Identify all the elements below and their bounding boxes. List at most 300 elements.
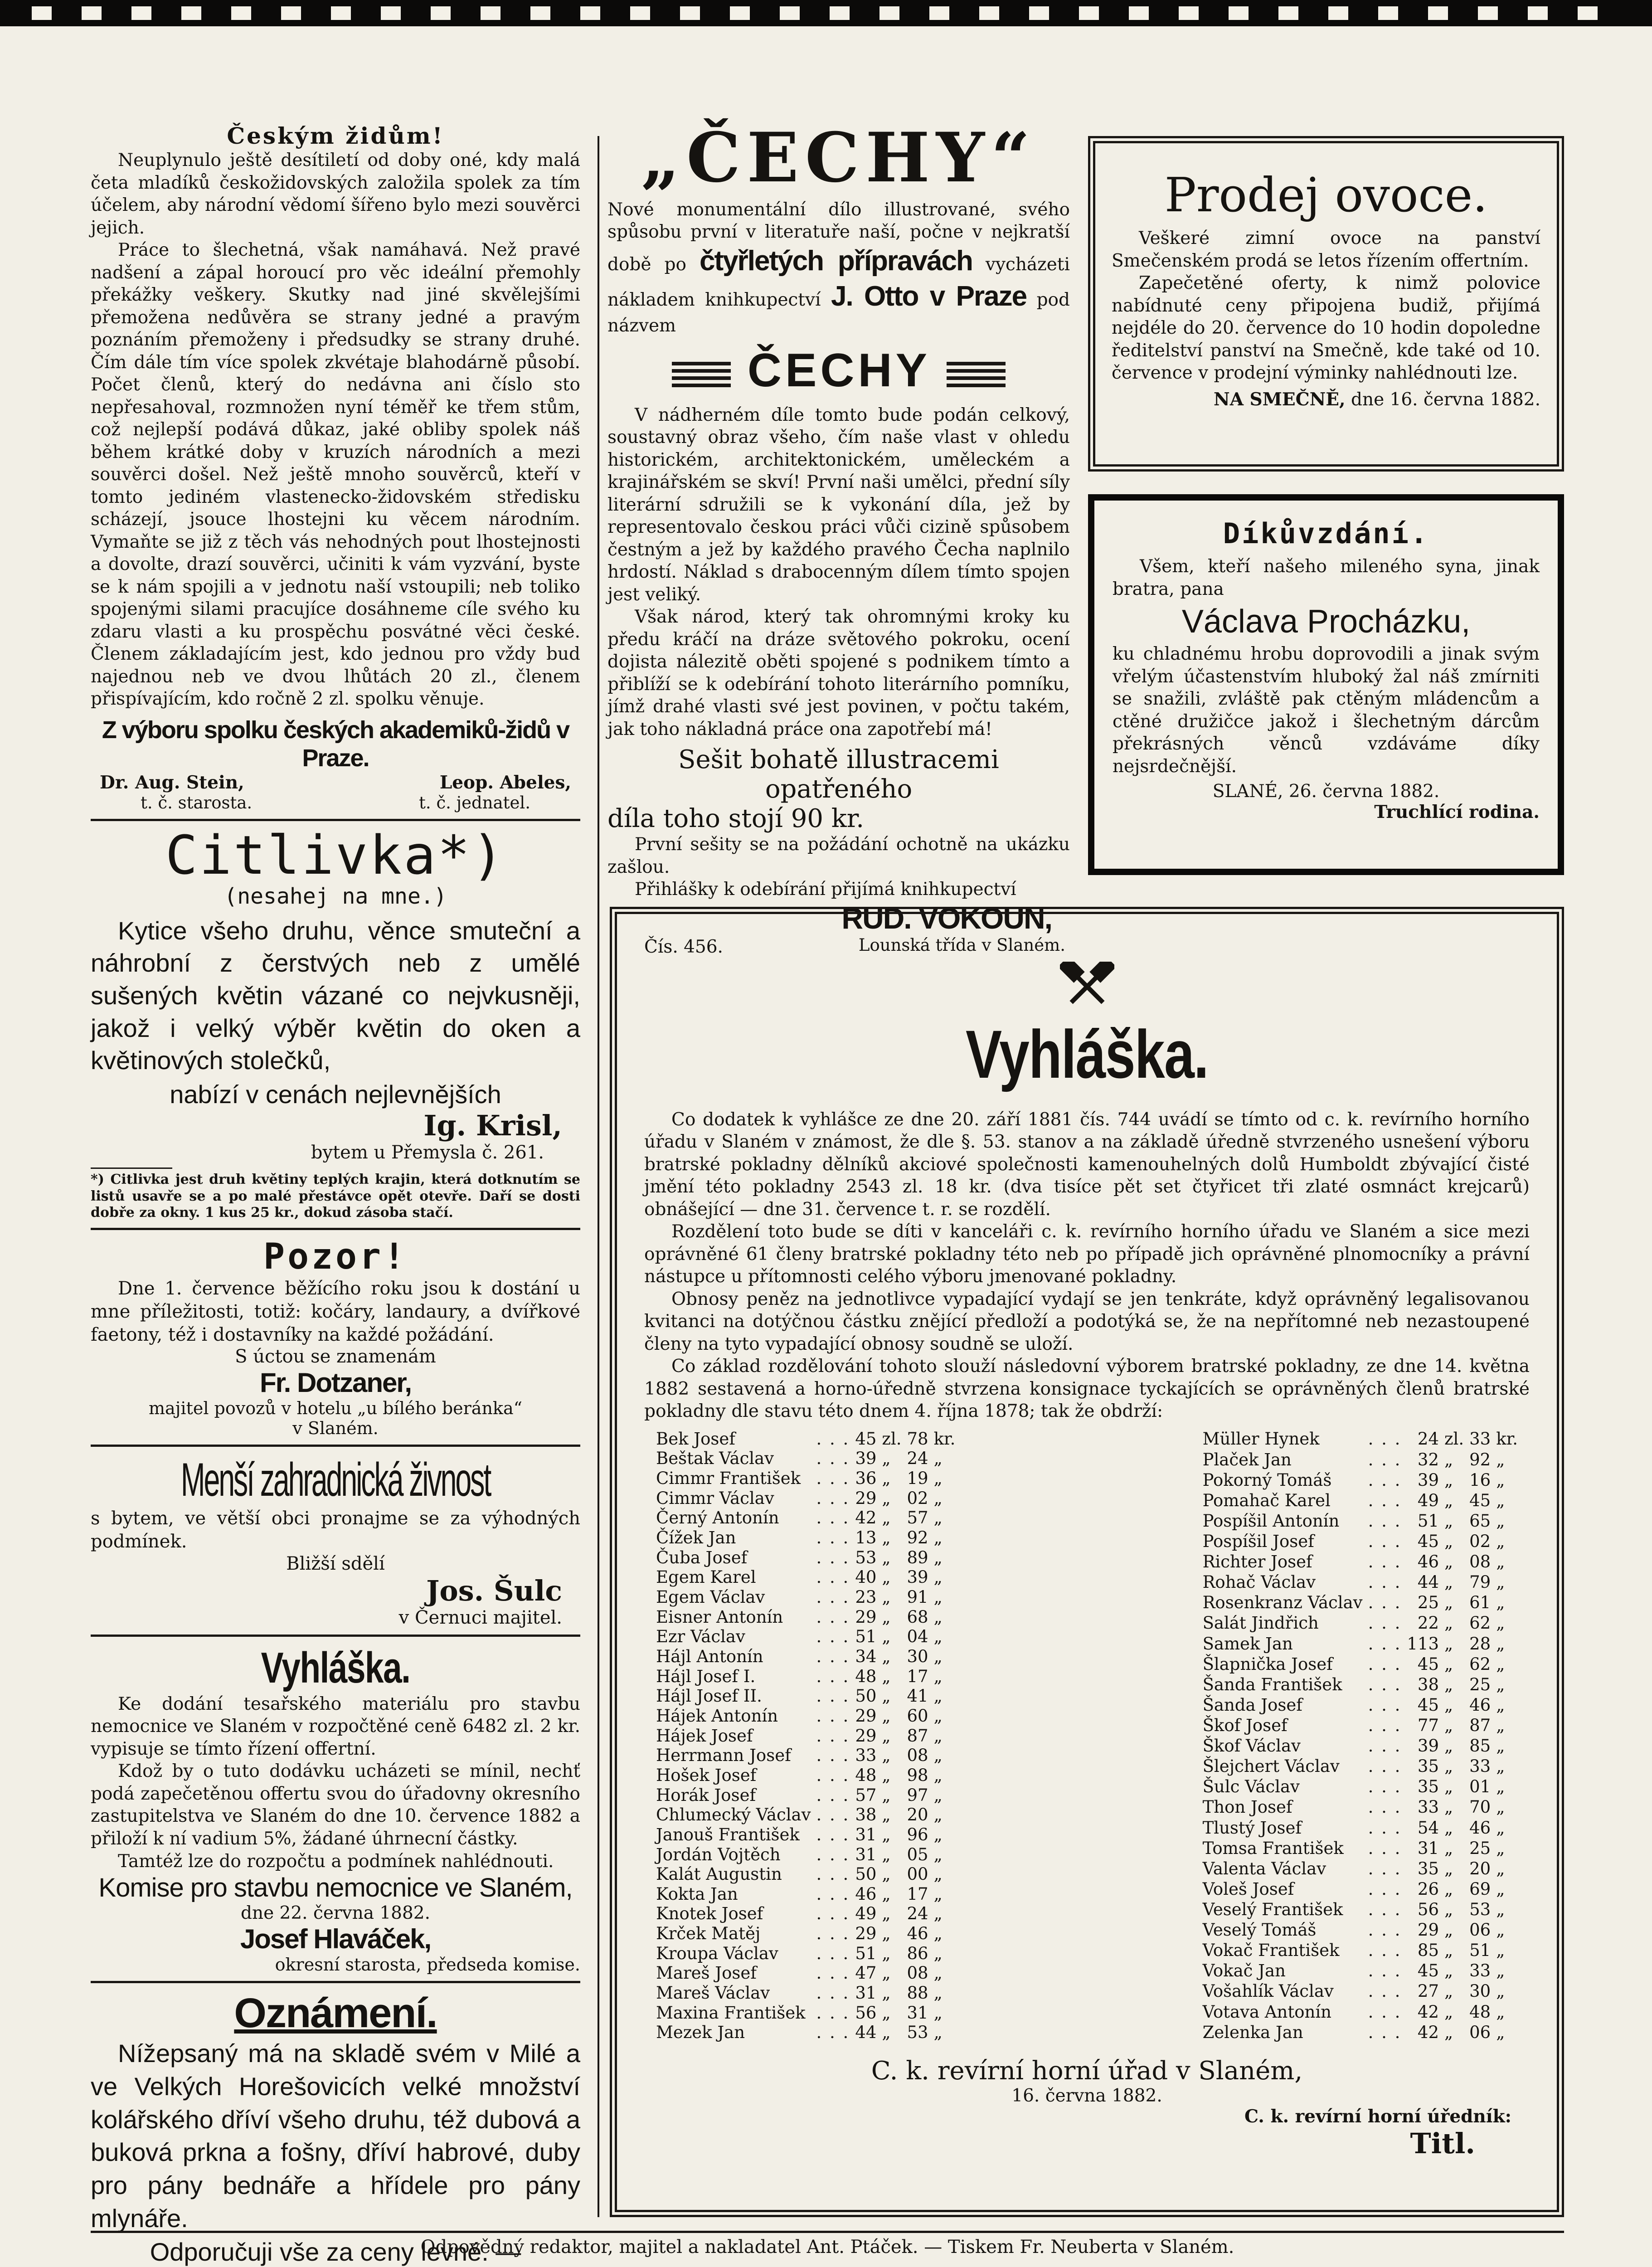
column-rule [598,136,599,2217]
ad-footnote: *) Citlivka jest druh květiny teplých krajin, která dotknutím se listů usavře se a po malé přestávce opět otevře. Daří se dosti dobře za okny. 1 kus 25 kr., dokud zásoba stačí. [91,1172,580,1221]
unit-kr: „ [1496,1450,1505,1469]
unit-zl: „ [882,1627,891,1647]
unit-zl: „ [1444,1572,1453,1592]
member-name: Egem Václav [656,1587,765,1607]
left-column [91,122,580,2267]
leader-dots: . . . [816,1646,850,1666]
leader-dots: . . . [1368,1450,1402,1469]
unit-kr: „ [1496,1552,1505,1572]
member-row [1200,1429,1521,1450]
member-zl: 29 [855,1924,877,1944]
member-kr: 06 [1469,1920,1491,1940]
leader-dots: . . . [1368,1531,1402,1551]
member-name: Šlejchert Václav [1202,1756,1340,1776]
member-name: Herrmann Josef [656,1746,791,1766]
member-zl: 53 [855,1547,877,1567]
unit-kr: „ [1496,1470,1505,1490]
member-kr: 53 [1469,1899,1491,1919]
leader-dots: . . . [816,1547,850,1567]
unit-kr: „ [1496,2002,1505,2022]
leader-dots: . . . [1368,1490,1402,1510]
member-row [1200,1961,1521,1981]
member-kr: 24 [907,1904,928,1924]
unit-kr: „ [1496,1858,1505,1878]
member-zl: 42 [1417,2022,1439,2042]
member-row [653,1686,958,1706]
member-kr: 28 [1469,1634,1491,1654]
leader-dots: . . . [816,1686,850,1706]
unit-zl: „ [882,1884,891,1904]
member-name: Maxina František [656,2003,806,2023]
leader-dots: . . . [1368,1920,1402,1940]
member-name: Hájl Antonín [656,1646,763,1666]
member-row [1200,1777,1521,1797]
member-name: Hájek Antonín [656,1706,778,1726]
leader-dots: . . . [816,1706,850,1726]
member-name: Škof Václav [1202,1736,1301,1756]
unit-zl: „ [1444,1490,1453,1510]
member-zl: 51 [855,1627,877,1647]
member-name: Cimmr Václav [656,1488,774,1508]
member-name: Čížek Jan [656,1528,736,1547]
leader-dots: . . . [1368,1756,1402,1776]
leader-dots: . . . [1368,1818,1402,1838]
leader-dots: . . . [816,1864,850,1884]
leader-dots: . . . [816,1508,850,1528]
ad-citlivka [91,823,580,1221]
leader-dots: . . . [816,1567,850,1587]
member-row [653,1766,958,1785]
member-row [1200,1470,1521,1490]
crossed-hammers-icon [1060,962,1114,1007]
member-kr: 79 [1469,1572,1491,1592]
member-zl: 42 [1417,2002,1439,2022]
unit-zl: „ [1444,1552,1453,1572]
member-name: Šulc Václav [1202,1777,1300,1797]
member-name: Egem Karel [656,1567,756,1587]
member-kr: 87 [1469,1715,1491,1735]
member-row [1200,1756,1521,1776]
member-zl: 45 [1417,1531,1439,1551]
leader-dots: . . . [816,1904,850,1924]
member-row [1200,2022,1521,2043]
unit-kr: „ [933,2003,943,2023]
member-name: Pospíšil Josef [1202,1531,1314,1551]
paragraph: Zapečetěné oferty, k nimž polovice nabídnuté ceny připojena budiž, přijímá nejdéle do 20. července do 10 hodin dopoledne ředitelství panství na Smečně, kde také od 10. července v prodejní výminky nahlédnouti lze. [1112,273,1540,384]
unit-kr: „ [1496,1797,1505,1817]
divider [91,1635,580,1637]
member-kr: 24 [907,1449,928,1469]
leader-dots: . . . [816,1488,850,1508]
member-zl: 77 [1417,1715,1439,1735]
member-name: Chlumecký Václav [656,1805,811,1825]
member-row [653,1944,958,1964]
ad-title: Oznámení. [234,1990,437,2037]
member-row [653,1607,958,1627]
unit-kr: „ [933,1864,943,1884]
unit-kr: „ [933,1824,943,1844]
member-kr: 00 [907,1864,928,1884]
member-row [653,1864,958,1884]
leader-dots: . . . [1368,1634,1402,1654]
member-name: Kalát Augustin [656,1864,782,1884]
unit-kr: „ [1496,1490,1505,1510]
member-row [1200,1940,1521,1961]
unit-kr: „ [1496,1695,1505,1715]
member-zl: 29 [1417,1920,1439,1940]
unit-kr: „ [933,1746,943,1766]
leader-dots: . . . [816,2003,850,2023]
member-row [653,1627,958,1647]
member-row [1200,1899,1521,1920]
ad-recommend: Odporučuji vše za ceny levné. — [150,2237,521,2266]
leader-dots: . . . [816,1666,850,1686]
unit-zl: „ [882,1567,891,1587]
member-name: Müller Hynek [1202,1429,1320,1449]
member-zl: 50 [855,1686,877,1706]
unit-zl: „ [882,1706,891,1726]
ad-date [1112,389,1540,410]
member-kr: 57 [907,1508,928,1528]
unit-zl: „ [1444,1470,1453,1490]
unit-kr: „ [1496,1777,1505,1797]
unit-zl: „ [882,1765,891,1785]
member-zl: 34 [855,1646,877,1666]
unit-zl: „ [1444,1879,1453,1899]
member-kr: 20 [907,1805,928,1825]
notice-title: Vyhláška. [261,1643,410,1692]
divider [91,1445,580,1447]
notice-signer-role: C. k. revírní horní úředník: [1244,2106,1511,2127]
member-row [1200,1920,1521,1940]
member-row [653,1805,958,1825]
member-kr: 41 [907,1686,928,1706]
ad-date-text: dne 16. června 1882. [1351,389,1540,410]
leader-dots: . . . [1368,1674,1402,1694]
member-kr: 06 [1469,2022,1491,2042]
member-row [653,1449,958,1469]
member-name: Pokorný Tomáš [1202,1470,1332,1490]
member-name: Šanda František [1202,1674,1342,1694]
leader-dots: . . . [816,1805,850,1825]
member-kr: 48 [1469,2002,1491,2022]
leader-dots: . . . [1368,1470,1402,1490]
member-kr: 02 [1469,1531,1491,1551]
ad-merchant: Fr. Dotzaner, [259,1367,412,1398]
member-zl: 44 [855,2023,877,2043]
unit-kr: „ [1496,1899,1505,1919]
member-row [653,1429,958,1449]
unit-kr: „ [933,1449,943,1469]
member-name: Richter Josef [1202,1552,1312,1572]
member-name: Tomsa František [1202,1838,1344,1858]
member-kr: 46 [1469,1695,1491,1715]
member-name: Zelenka Jan [1202,2022,1303,2042]
unit-zl: „ [882,1686,891,1706]
member-name: Rosenkranz Václav [1202,1593,1363,1613]
member-zl: 22 [1417,1613,1439,1633]
leader-dots: . . . [1368,1961,1402,1981]
ad-text: Nížepsaný má na skladě svém v Milé a ve Velkých Horešovicích velké množství kolářského dříví všeho druhu, též dubová a buková prkna a fošny, dříví habrové, duby pro pány bednáře a hřídele pro pány mlynáře. [91,2039,580,2233]
leader-dots: . . . [816,1983,850,2003]
member-row [1200,1613,1521,1634]
paragraph: Práce to šlechetná, však namáhavá. Než pravé nadšení a zápal horoucí pro věc ideální přemohly překážky veškery. Skutky nad jiné skvělejšími přemožena nedůvěra se strany jedné a pravým poznáním přemoženy i předsudky se strany druhé. Čím dále tím více spolek zkvétaje blahodárně působí. Počet členů, který do nedávna ani číslo sto nepřesahoval, rozmnožen nyní téměř ke třem stům, což nejlepší podává důkaz, jaké obliby spolek náš během krátké doby v kruzích národních a mezi souvěrci došel. Než ještě mnoho souvěrců, kteří v tomto jediném vlastenecko-židovském středisku scházejí, jsouce lhostejni ku věcem národním. Vymaňte se již z těch vás nehodných pout lhostejnosti a dovolte, drazí souvěrci, učiniti k vám vyzvání, byste se k nám spojili a v jednotu naší vstoupili; neb toliko spojenými silami pracujíce dosáhneme cíle svého ku zdaru vlasti a ku prospěchu posvátné věci české. Členem základajícím jest, kdo jednou pro vždy bud najednou neb ve dvou lhůtách 20 zl., členem přispívajícím, kdo ročně 2 zl. spolku věnuje. [91,240,580,710]
member-row [653,1785,958,1805]
member-row [1200,1654,1521,1674]
paragraph: Veškeré zimní ovoce na panství Smečenském prodá se letos řízením offertním. [1112,228,1540,271]
member-row [1200,1858,1521,1879]
unit-kr: „ [1496,1756,1505,1776]
unit-zl: „ [882,1844,891,1864]
member-kr: 46 [907,1924,928,1944]
member-name: Eisner Antonín [656,1607,783,1627]
unit-kr: „ [933,1547,943,1567]
member-zl: 29 [855,1726,877,1746]
member-zl: 54 [1417,1818,1439,1838]
heading-czech-jews: Českým židům! [227,122,444,149]
unit-kr: „ [1496,1818,1505,1838]
leader-dots: . . . [1368,1879,1402,1899]
signature-name: Leop. Abeles, [439,772,571,793]
leader-dots: . . . [1368,1899,1402,1919]
member-name: Plaček Jan [1202,1450,1292,1469]
unit-kr: „ [1496,1879,1505,1899]
member-zl: 23 [855,1587,877,1607]
leader-dots: . . . [816,1429,850,1449]
unit-zl: „ [882,1943,891,1963]
unit-zl: „ [1444,1941,1453,1961]
ad-intro-4: pod názvem [607,290,1070,336]
member-row [653,1567,958,1587]
member-zl: 45 [1417,1961,1439,1981]
unit-zl: „ [882,1666,891,1686]
unit-zl: „ [1444,1736,1453,1756]
member-row [653,1548,958,1568]
member-row [653,1746,958,1766]
unit-kr: „ [933,1488,943,1508]
member-name: Thon Josef [1202,1797,1292,1817]
member-name: Vošahlík Václav [1202,1981,1334,2001]
unit-zl: „ [882,1469,891,1489]
member-name: Hájl Josef I. [656,1666,756,1686]
member-name: Tlustý Josef [1202,1818,1302,1838]
unit-kr: „ [933,1686,943,1706]
member-zl: 33 [855,1746,877,1766]
notice-committee: Komise pro stavbu nemocnice ve Slaném, [98,1873,573,1903]
divider [91,1228,580,1230]
unit-zl: zl. [1444,1429,1464,1449]
ad-text: s bytem, ve větší obci pronajme se za výhodných podmínek. [91,1508,580,1552]
unit-zl: „ [1444,2002,1453,2022]
ad-title: Pozor! [263,1236,408,1277]
member-name: Šanda Josef [1202,1695,1302,1715]
member-kr: 60 [907,1706,928,1726]
ad-bookseller: RUD. VOKOUN, [841,901,1052,935]
unit-zl: „ [882,1508,891,1528]
unit-kr: „ [1496,1593,1505,1613]
ad-role: majitel povozů v hotelu „u bílého beránka“ [148,1398,523,1419]
unit-zl: „ [1444,1593,1453,1613]
member-row [653,2003,958,2023]
unit-kr: „ [933,1726,943,1746]
member-row [653,1508,958,1528]
paragraph: Obnosy peněz na jednotlivce vypadající vydají se jen tenkráte, když oprávněný legalisovanou kvitanci na dotýčnou částku znějící předloží a podotýká se, že na nepřítomné neb nezastoupené členy na tyto vypadající obnosy soudně se uloží. [644,1289,1530,1354]
member-zl: 46 [1417,1552,1439,1572]
paragraph: Rozdělení toto bude se díti v kanceláři c. k. revírního horního úřadu ve Slaném a sice mezi oprávněné 61 členy bratrské pokladny této neb po případě jich oprávněné plnomocníky a právní nástupce u přítomnosti celého výboru jmenované pokladny. [644,1221,1530,1287]
unit-zl: „ [1444,1613,1453,1633]
member-name: Čuba Josef [656,1547,748,1567]
member-name: Škof Josef [1202,1715,1288,1735]
unit-kr: kr. [1496,1429,1518,1449]
member-zl: 29 [855,1488,877,1508]
member-name: Veselý František [1202,1899,1343,1919]
ad-banner [607,344,1070,398]
leader-dots: . . . [816,1765,850,1785]
paragraph: Ke dodání tesařského materiálu pro stavbu nemocnice ve Slaném v rozpočtěné ceně 6482 zl. 2 kr. vypisuje se tímto řízení offertní. [91,1693,580,1759]
ad-garden-business [91,1453,580,1628]
unit-zl: „ [882,1824,891,1844]
member-kr: 85 [1469,1736,1491,1756]
ad-title: Menší zahradnická živnost [180,1454,491,1507]
leader-dots: . . . [1368,1511,1402,1531]
unit-kr: „ [1496,1736,1505,1756]
leader-dots: . . . [1368,1941,1402,1961]
member-row [1200,1531,1521,1552]
paragraph: ku chladnému hrobu doprovodili a jinak svým vřelým účastenstvím hluboký žal náš zmírniti se snažili, zvláště pak ctěným mládencům a ctěné družičce jakož i šlechetným dárcům překrásných věnců vzdáváme díky nejsrdečnější. [1113,644,1540,777]
ad-offer: nabízí v cenách nejlevnějších [170,1080,501,1109]
ad-place: NA SMEČNĚ, [1214,389,1346,410]
member-zl: 85 [1417,1941,1439,1961]
member-name: Mareš Václav [656,1983,770,2003]
member-zl: 57 [855,1785,877,1805]
member-name: Pomahač Karel [1202,1490,1331,1510]
member-row [653,2023,958,2043]
member-name: Valenta Václav [1202,1858,1326,1878]
member-kr: 92 [1469,1450,1491,1469]
divider [91,819,580,821]
unit-zl: „ [1444,1715,1453,1735]
unit-kr: „ [933,1983,943,2003]
notice-signature: Truchlící rodina. [1374,802,1540,823]
ad-issue-line: Sešit bohatě illustracemi opatřeného [678,745,999,804]
leader-dots: . . . [1368,1777,1402,1797]
member-zl: 29 [855,1706,877,1726]
leader-dots: . . . [816,1963,850,1983]
leader-dots: . . . [1368,1981,1402,2001]
member-name: Hájek Josef [656,1726,753,1746]
unit-kr: „ [1496,1613,1505,1633]
leader-dots: . . . [816,1587,850,1607]
leader-dots: . . . [816,1943,850,1963]
paragraph: V nádherném díle tomto bude podán celkový, soustavný obraz všeho, čím naše vlast v ohledu historickém, architektonickém, uměleckém a krajinářském se skví! První naši umělci, přední síly literární sdružili se k vykonání díla, jež by representovalo českou práci vůči cizině spůsobem čestným a jež by každého pravého Čecha naplnilo hrdostí. Náklad s drabocenným dílem tímto spojen jest veliký. [607,404,1070,605]
member-row [1200,1695,1521,1715]
member-zl: 26 [1417,1879,1439,1899]
member-row [1200,1838,1521,1858]
ad-respect: S úctou se znamenám [235,1346,436,1367]
unit-kr: „ [933,1607,943,1627]
leader-dots: . . . [1368,1613,1402,1633]
member-name: Kroupa Václav [656,1943,778,1963]
member-row [653,1904,958,1924]
member-row [1200,1511,1521,1531]
member-zl: 25 [1417,1593,1439,1613]
leader-dots: . . . [816,1469,850,1489]
ad-issue-line: díla toho stojí 90 kr. [607,804,865,834]
leader-dots: . . . [816,1528,850,1547]
member-row [653,1528,958,1548]
unit-kr: „ [1496,1920,1505,1940]
member-row [1200,1490,1521,1511]
unit-kr: „ [1496,1961,1505,1981]
member-row [1200,1593,1521,1613]
leader-dots: . . . [816,1824,850,1844]
unit-kr: „ [933,1567,943,1587]
member-zl: 31 [855,1824,877,1844]
ad-intro-3: vycházeti nákladem knihkupectví [607,254,1070,311]
notice-date: dne 22. června 1882. [241,1903,430,1924]
member-kr: 17 [907,1884,928,1904]
leader-dots: . . . [1368,1572,1402,1592]
member-kr: 53 [907,2023,928,2043]
member-zl: 40 [855,1567,877,1587]
member-kr: 16 [1469,1470,1491,1490]
unit-zl: „ [1444,1838,1453,1858]
ad-merchant: Jos. Šulc [426,1574,562,1607]
unit-kr: „ [933,1785,943,1805]
unit-kr: „ [1496,1634,1505,1654]
ad-intro [607,199,1070,337]
film-strip-top [0,0,1652,26]
ad-address: bytem u Přemysla č. 261. [311,1142,544,1163]
member-kr: 01 [1469,1777,1491,1797]
unit-zl: „ [1444,1695,1453,1715]
notice-title: Díkůvzdání. [1223,517,1429,550]
member-row [653,1726,958,1746]
unit-zl: „ [882,2023,891,2043]
leader-dots: . . . [1368,1838,1402,1858]
member-row [653,1924,958,1944]
unit-zl: „ [882,2003,891,2023]
member-table-right [1200,1429,1521,2043]
unit-kr: „ [1496,1941,1505,1961]
leader-dots: . . . [816,1607,850,1627]
unit-zl: „ [882,1726,891,1746]
member-name: Salát Jindřich [1202,1613,1319,1633]
unit-zl: „ [882,1528,891,1547]
ad-title: „ČECHY“ [641,118,1037,198]
member-zl: 47 [855,1963,877,1983]
unit-zl: „ [882,1488,891,1508]
member-row [653,1587,958,1607]
member-kr: 62 [1469,1654,1491,1674]
member-name: Samek Jan [1202,1634,1293,1654]
member-row [1200,1634,1521,1654]
member-row [653,1884,958,1904]
member-kr: 86 [907,1943,928,1963]
ad-intro-1: Nové monumentální dílo illustrované, svého spůsobu první v literatuře naší, počne v nejkratší době po [607,199,1070,275]
unit-zl: „ [1444,1674,1453,1694]
member-lists [644,1429,1530,2043]
member-kr: 62 [1469,1613,1491,1633]
member-name: Černý Antonín [656,1508,779,1528]
member-row [653,1667,958,1687]
member-zl: 44 [1417,1572,1439,1592]
member-kr: 25 [1469,1838,1491,1858]
member-kr: 20 [1469,1858,1491,1878]
member-kr: 61 [1469,1593,1491,1613]
unit-kr: „ [933,1924,943,1944]
member-name: Jordán Vojtěch [656,1844,781,1864]
